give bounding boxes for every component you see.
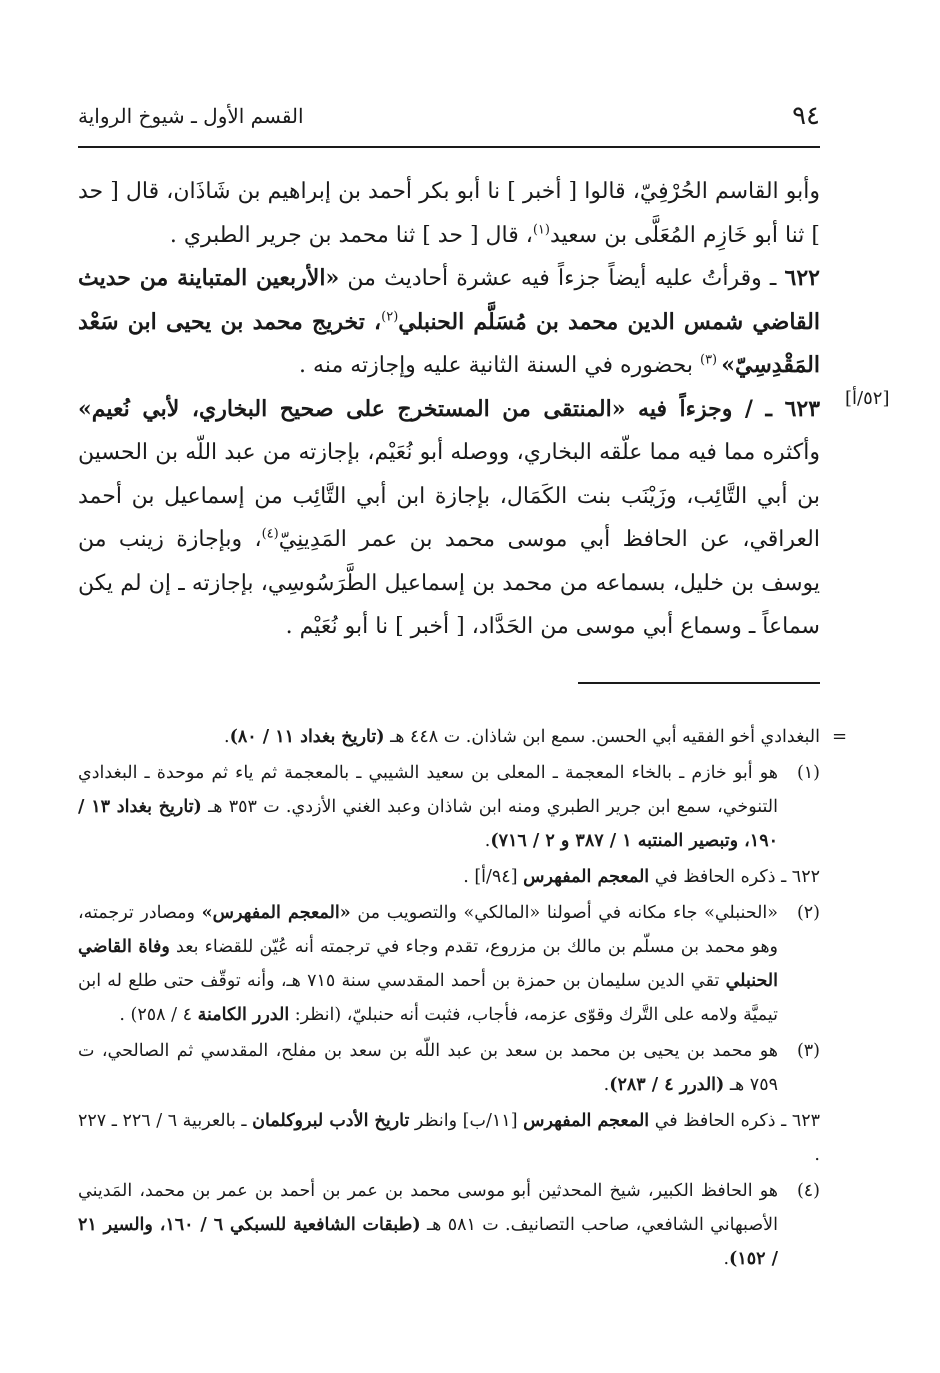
footnote-ref-4[interactable]: (٤) — [261, 526, 279, 542]
margin-folio-note: [٥٢/أ] — [845, 388, 890, 409]
paragraph-continuation: وأبو القاسم الحُرْفِيّ، قالوا [ أخبر ] نا أبو بكر أحمد بن إبراهيم بن شَاذَان، قال [ حد ] ثنا أبو خَازِم المُعَلَّى بن سعيد$^{(١)}$، قال [ حد ] ثنا محمد بن جرير الطبري . — [78, 179, 820, 248]
page-header — [78, 96, 820, 136]
footnote-2: (٢) «الحنبلي» جاء مكانه في أصولنا «المالكي» والتصويب من «المعجم المفهرس» ومصادر ترجمته، وهو محمد بن مسلّم بن مالك بن مزروع، تقدم وجاء في ترجمته أنه عُيّن للقضاء بعد وفاة القاضي الحنبلي تقي الدين سليمان بن حمزة بن أحمد المقدسي سنة ٧١٥ هـ، وأنه توقّف حتى طلع له ابن تيميَّة ولامه على التَّرك وقوّى عزمه، فأجاب، فثبت أنه حنبليّ، (انظر: الدرر الكامنة ٤ / ٢٥٨) . — [78, 896, 820, 1032]
entry-number: ٦٢٢ — [784, 265, 820, 291]
footnote-separator — [578, 682, 820, 684]
footnote-ref-2[interactable]: (٢) — [381, 309, 399, 325]
footnote-continued: البغدادي أخو الفقيه أبي الحسن. سمع ابن شاذان. ت ٤٤٨ هـ (تاريخ بغداد ١١ / ٨٠). — [224, 727, 820, 747]
note-623: ٦٢٣ ـ ذكره الحافظ في المعجم المفهرس [١١/ب] وانظر تاريخ الأدب لبروكلمان ـ بالعربية ٦ / ٢٢٦ ـ ٢٢٧ . — [78, 1111, 821, 1165]
note-622: ٦٢٢ ـ ذكره الحافظ في المعجم المفهرس [٩٤/أ] . — [463, 867, 820, 887]
entry-number: ٦٢٣ — [784, 395, 821, 422]
book-title: «المنتقى من المستخرج على صحيح البخاري، لأبي نُعيم» — [78, 395, 626, 422]
book-title: ، تخريج محمد بن يحيى ابن سَعْد المَقْدِسِيّ» — [78, 308, 820, 378]
page-number: ٩٤ — [792, 101, 820, 131]
entry-623: ٦٢٣ ـ / وجزءاً فيه «المنتقى من المستخرج على صحيح البخاري، لأبي نُعيم» وأكثره مما فيه مما علّقه البخاري، ووصله أبو نُعَيْم، بإجازته من عبد اللّه بن الحسين بن أبي التَّائِب، وزَيْنَب بنت الكَمَال، بإجازة ابن أبي التَّائِب من إسماعيل بن أحمد العراقي، عن الحافظ أبي موسى محمد بن عمر المَدِينِيّ$^{(٤)}$، وبإجازة زينب من يوسف بن خليل، بسماعه من محمد بن إسماعيل الطَّرَسُوسِي، بإجازته ـ إن لم يكن سماعاً ـ وسماع أبي موسى من الحَدَّاد، [ أخبر ] نا أبو نُعَيْم . — [78, 395, 821, 639]
footnote-number: (٤) — [796, 1181, 820, 1201]
book-title: «الأربعين المتباينة من حديث القاضي شمس الدين محمد بن مُسَلَّم الحنبلي — [78, 265, 820, 335]
footnote-3: (٣) هو محمد بن يحيى بن محمد بن سعد بن عبد اللّه بن سعد بن مفلح، المقدسي ثم الصالحي، ت ٧٥٩ هـ (الدرر ٤ / ٢٨٣). — [78, 1034, 820, 1102]
footnote-number: (١) — [796, 763, 820, 783]
footnote-number: (٣) — [796, 1041, 820, 1061]
entry-622: ٦٢٢ ـ وقرأتُ عليه أيضاً جزءاً فيه عشرة أحاديث من «الأربعين المتباينة من حديث القاضي شمس الدين محمد بن مُسَلَّم الحنبلي$^{(٢)}$، تخريج محمد بن يحيى ابن سَعْد المَقْدِسِيّ» $^{(٣)}$ بحضوره في السنة الثانية عليه وإجازته منه . — [78, 265, 820, 378]
footnote-4: (٤) هو الحافظ الكبير، شيخ المحدثين أبو موسى محمد بن عمر بن أحمد بن عمر بن محمد، المَديني الأصبهاني الشافعي، صاحب التصانيف. ت ٥٨١ هـ (طبقات الشافعية للسبكي ٦ / ١٦٠، والسير ٢١ / ١٥٢). — [78, 1174, 820, 1276]
footnote-ref-3[interactable]: (٣) — [699, 352, 722, 368]
running-title: القسم الأول ـ شيوخ الرواية — [78, 104, 304, 128]
footnote-number: (٢) — [796, 903, 820, 923]
footnotes — [78, 720, 820, 1278]
main-text — [78, 170, 820, 649]
footnote-continuation-mark: = — [832, 726, 848, 747]
footnote-ref-1[interactable]: (١) — [532, 222, 550, 238]
header-rule — [78, 146, 820, 148]
footnote-1: (١) هو أبو خازم ـ بالخاء المعجمة ـ المعلى بن سعيد الشيبي ـ بالمعجمة ثم ياء ثم موحدة ـ البغدادي التنوخي، سمع ابن جرير الطبري ومنه ابن شاذان وعبد الغني الأزدي. ت ٣٥٣ هـ (تاريخ بغداد ١٣ / ١٩٠، وتبصير المنتبه ١ / ٣٨٧ و ٢ / ٧١٦). — [78, 756, 820, 858]
